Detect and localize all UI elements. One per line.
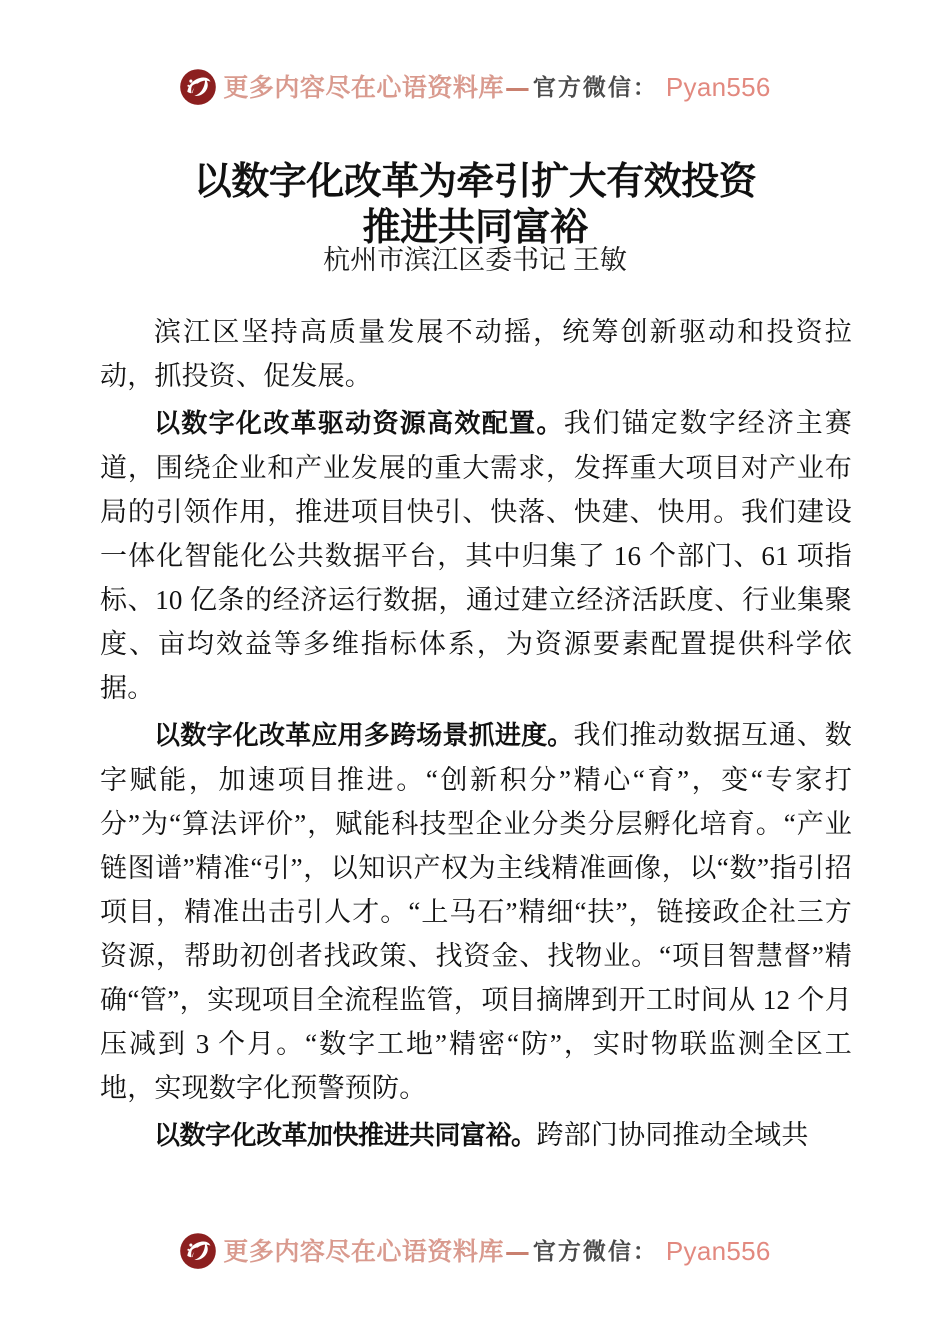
watermark-header [0, 68, 950, 106]
watermark-official-label: 官方微信 [532, 1237, 633, 1265]
watermark-brand-text: 更多内容尽在心语资料库 [223, 1236, 504, 1266]
paragraph-3 [100, 713, 852, 1110]
paragraph-4-text: 跨部门协同推动全域共 [536, 1120, 809, 1150]
page-title [95, 158, 855, 250]
paragraph-2-text: 我们锚定数字经济主赛道，围绕企业和产业发展的重大需求，发挥重大项目对产业布局的引领作用，推进项目快引、快落、快建、快用。我们建设一体化智能化公共数据平台，其中归集了 16 个部门、61 项指标、10 亿条的经济运行数据，通过建立经济活跃度、行业集聚度、亩均效益等多维指标体系，为资源要素配置提供科学依据。 [100, 408, 852, 703]
watermark-handle: Pyan556 [665, 1236, 771, 1266]
paragraph-1 [100, 310, 852, 398]
watermark-dash: — [504, 1236, 530, 1266]
swirl-circle-logo-icon [179, 1232, 217, 1270]
paragraph-1-text: 滨江区坚持高质量发展不动摇，统筹创新驱动和投资拉动，抓投资、促发展。 [100, 317, 852, 391]
byline: 杭州市滨江区委书记 王敏 [323, 245, 627, 275]
paragraph-4 [100, 1113, 852, 1158]
paragraph-2 [100, 401, 852, 710]
paragraph-3-lead: 以数字化改革应用多跨场景抓进度。 [154, 721, 574, 751]
watermark-handle: Pyan556 [665, 72, 771, 102]
watermark-brand-text: 更多内容尽在心语资料库 [223, 72, 504, 102]
title-line-2: 推进共同富裕 [362, 205, 588, 249]
watermark-colon: ： [632, 1237, 656, 1265]
watermark-footer [0, 1232, 950, 1270]
watermark-official-label: 官方微信 [532, 73, 633, 101]
title-line-1: 以数字化改革为牵引扩大有效投资 [193, 159, 757, 203]
document-body [100, 310, 852, 1161]
swirl-circle-logo-icon [179, 68, 217, 106]
watermark-colon: ： [632, 73, 656, 101]
watermark-dash: — [504, 72, 530, 102]
paragraph-2-lead: 以数字化改革驱动资源高效配置。 [154, 409, 564, 439]
paragraph-3-text: 我们推动数据互通、数字赋能，加速项目推进。“创新积分”精心“育”，变“专家打分”为“算法评价”，赋能科技型企业分类分层孵化培育。“产业链图谱”精准“引”，以知识产权为主线精准画像，以“数”指引招项目，精准出击引人才。“上马石”精细“扶”，链接政企社三方资源，帮助初创者找政策、找资金、找物业。“项目智慧督”精确“管”，实现项目全流程监管，项目摘牌到开工时间从 12 个月压减到 3 个月。“数字工地”精密“防”，实时物联监测全区工地，实现数字化预警预防。 [100, 720, 852, 1103]
paragraph-4-lead: 以数字化改革加快推进共同富裕。 [154, 1121, 537, 1151]
